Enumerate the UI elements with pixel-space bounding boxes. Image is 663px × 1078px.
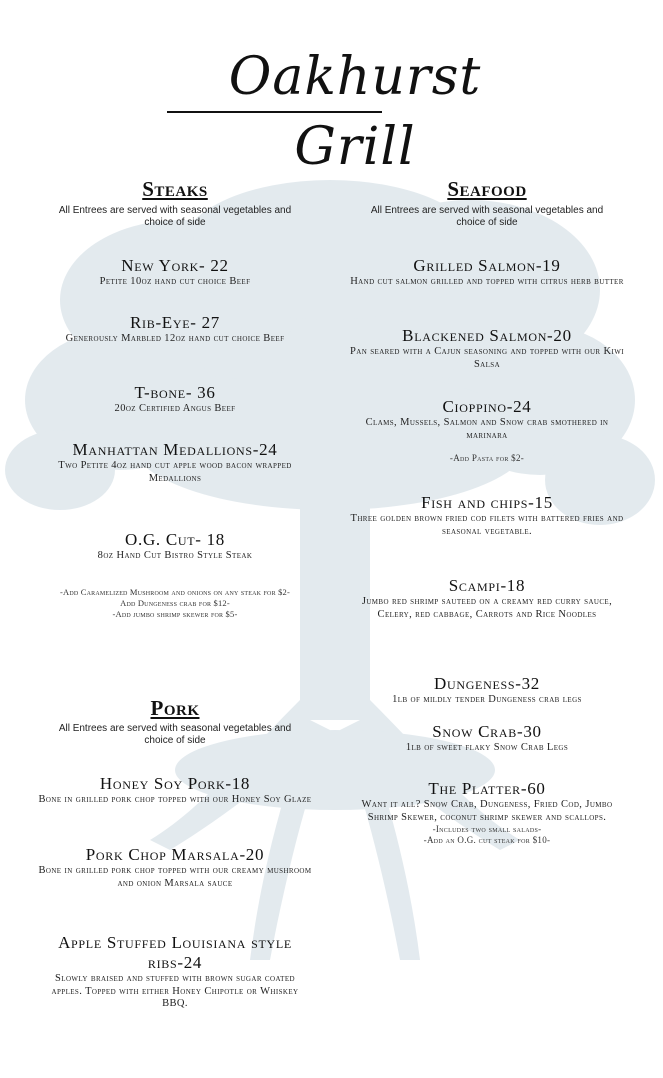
pork-heading: Pork bbox=[150, 696, 200, 720]
item-description: Bone in grilled pork chop topped with our creamy mushroom and onion Marsala sauce bbox=[38, 865, 312, 889]
menu-item bbox=[35, 313, 315, 346]
menu-item bbox=[347, 722, 627, 755]
menu-item bbox=[347, 779, 627, 846]
restaurant-title: Oakhurst Grill bbox=[228, 47, 482, 177]
menu-item bbox=[35, 256, 315, 289]
item-addon: -Add an O.G. cut steak for $10- bbox=[423, 835, 551, 845]
item-name: New York- 22 bbox=[121, 256, 229, 275]
item-description: Jumbo red shrimp sauteed on a creamy red curry sauce, Celery, red cabbage, Carrots and Rice Noodles bbox=[361, 596, 613, 620]
item-addon: -Includes two small salads- bbox=[432, 824, 542, 834]
item-name: Snow Crab-30 bbox=[432, 722, 542, 741]
item-name: Rib-Eye- 27 bbox=[130, 313, 220, 332]
item-name: Blackened Salmon-20 bbox=[402, 326, 572, 345]
item-description: 8oz Hand Cut Bistro Style Steak bbox=[97, 550, 253, 561]
title-underline bbox=[167, 111, 382, 113]
item-name: Apple Stuffed Louisiana style ribs-24 bbox=[58, 933, 292, 972]
item-name: Honey Soy Pork-18 bbox=[99, 774, 251, 793]
addon-line: Add Dungeness crab for $12- bbox=[120, 598, 230, 608]
item-description: Two Petite 4oz hand cut apple wood bacon wrapped Medallions bbox=[58, 460, 292, 484]
item-addon: -Add Pasta for $2- bbox=[449, 453, 525, 463]
item-name: Pork Chop Marsala-20 bbox=[85, 845, 265, 864]
menu-item bbox=[35, 440, 315, 485]
addon-line: -Add jumbo shrimp skewer for $5- bbox=[112, 609, 238, 619]
item-name: Grilled Salmon-19 bbox=[413, 256, 561, 275]
menu-item bbox=[347, 256, 627, 289]
menu-item bbox=[35, 845, 315, 890]
menu-item bbox=[35, 530, 315, 563]
menu-item bbox=[347, 493, 627, 538]
item-description: Bone in grilled pork chop topped with our Honey Soy Glaze bbox=[38, 794, 312, 805]
item-description: Petite 10oz hand cut choice Beef bbox=[99, 276, 251, 287]
seafood-note: All Entrees are served with seasonal vegetables and choice of side bbox=[370, 205, 604, 228]
item-name: Scampi-18 bbox=[448, 576, 526, 595]
pork-note: All Entrees are served with seasonal vegetables and choice of side bbox=[58, 723, 292, 746]
item-description: 20oz Certified Angus Beef bbox=[114, 403, 236, 414]
item-description: Pan seared with a Cajun seasoning and topped with our Kiwi Salsa bbox=[350, 346, 624, 370]
item-name: T-bone- 36 bbox=[134, 383, 216, 402]
item-description: Three golden brown fried cod filets with battered fries and seasonal vegetable. bbox=[350, 513, 624, 537]
item-name: O.G. Cut- 18 bbox=[125, 530, 225, 549]
menu-item bbox=[35, 383, 315, 416]
menu-item bbox=[40, 933, 310, 1011]
item-description: Hand cut salmon grilled and topped with citrus herb butter bbox=[350, 276, 624, 287]
item-name: The Platter-60 bbox=[428, 779, 546, 798]
item-name: Cioppino-24 bbox=[442, 397, 532, 416]
seafood-heading: Seafood bbox=[447, 177, 527, 201]
steak-addons bbox=[45, 587, 305, 620]
menu-item bbox=[347, 576, 627, 621]
menu-item bbox=[347, 397, 627, 464]
steaks-heading: Steaks bbox=[142, 177, 208, 201]
item-name: Fish and chips-15 bbox=[421, 493, 553, 512]
menu-item bbox=[347, 674, 627, 707]
menu-item bbox=[35, 774, 315, 807]
item-description: 1lb of mildly tender Dungeness crab legs bbox=[392, 694, 582, 705]
item-name: Manhattan Medallions-24 bbox=[72, 440, 278, 459]
addon-line: -Add Caramelized Mushroom and onions on any steak for $2- bbox=[59, 587, 291, 597]
item-description: Want it all? Snow Crab, Dungeness, Fried Cod, Jumbo Shrimp Skewer, coconut shrimp skewer and scallops. bbox=[361, 799, 613, 823]
steaks-note: All Entrees are served with seasonal vegetables and choice of side bbox=[58, 205, 292, 228]
item-description: Clams, Mussels, Salmon and Snow crab smothered in marinara bbox=[365, 417, 609, 441]
item-description: Slowly braised and stuffed with brown sugar coated apples. Topped with either Honey Chipotle or Whiskey BBQ. bbox=[51, 973, 299, 1009]
item-description: 1lb of sweet flaky Snow Crab Legs bbox=[405, 742, 569, 753]
item-name: Dungeness-32 bbox=[433, 674, 540, 693]
item-description: Generously Marbled 12oz hand cut choice Beef bbox=[65, 333, 285, 344]
menu-item bbox=[347, 326, 627, 371]
